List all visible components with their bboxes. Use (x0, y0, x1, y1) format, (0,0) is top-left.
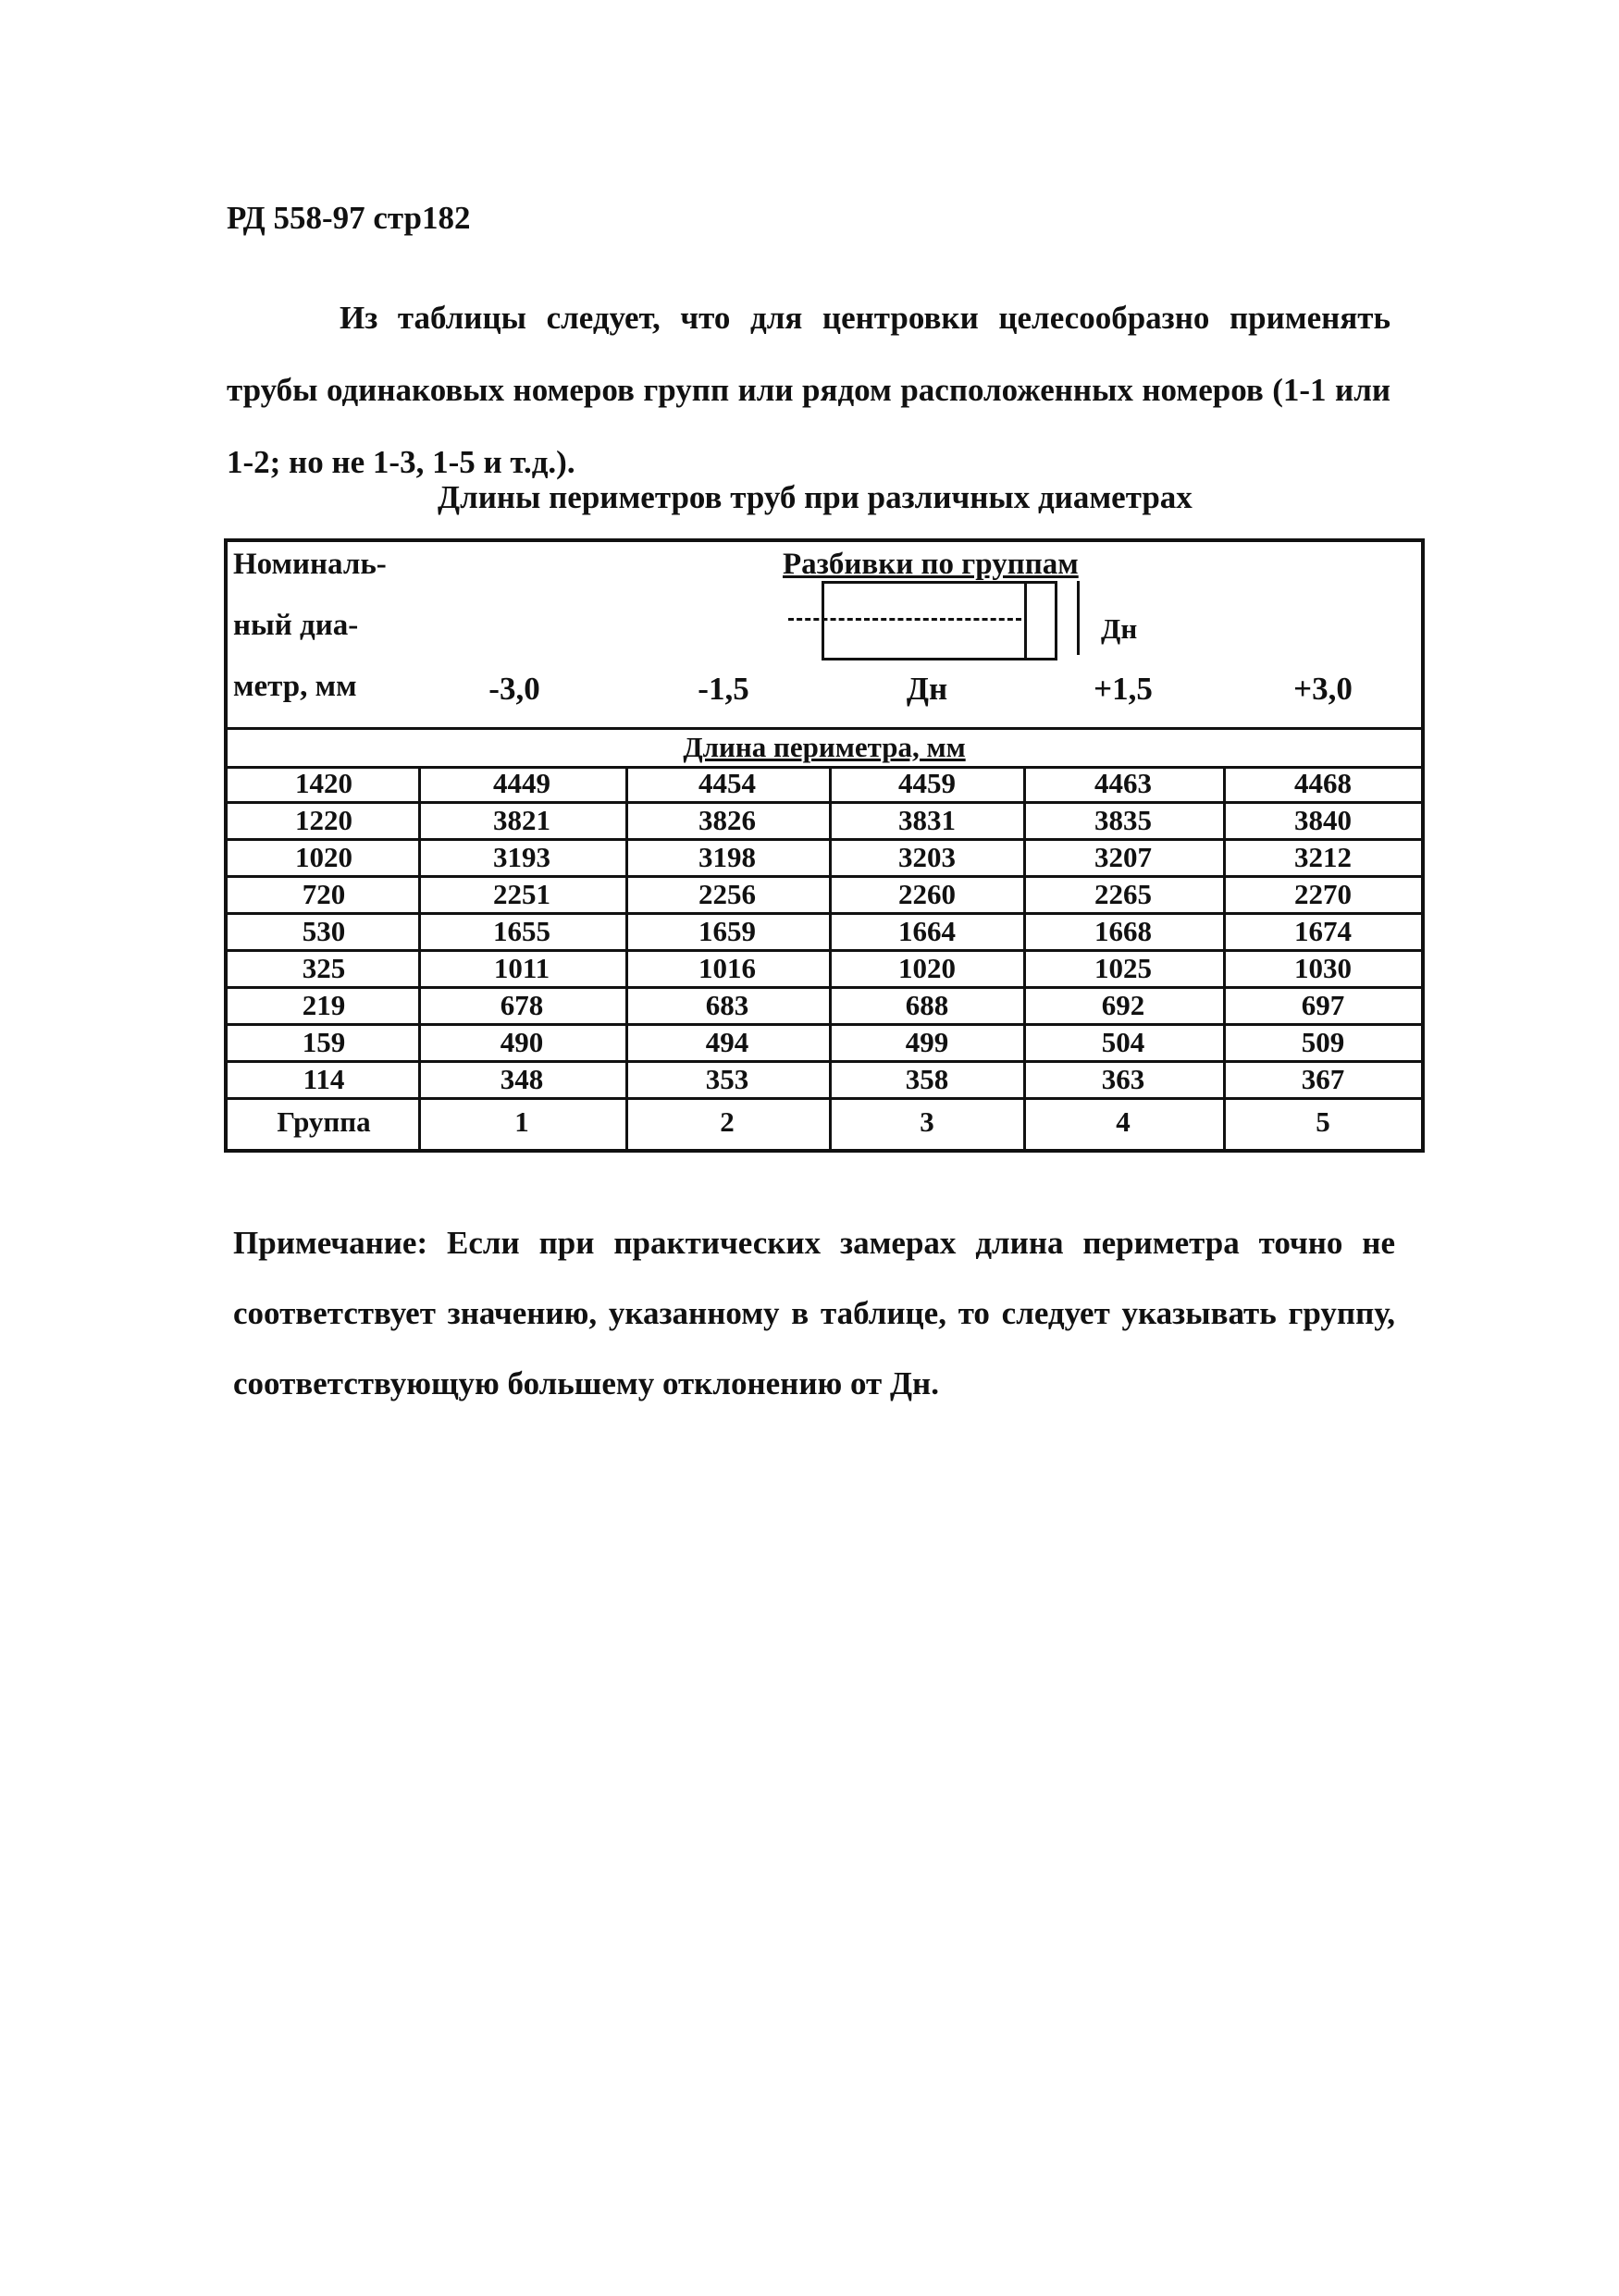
table-cell: 1220 (295, 804, 352, 836)
table-cell: 114 (303, 1063, 345, 1095)
table-cell: 1030 (1294, 952, 1352, 984)
page-header: РД 558-97 стр182 (227, 200, 471, 236)
deviation-header-5: +3,0 (1293, 671, 1353, 707)
table-cell: 363 (1101, 1063, 1145, 1095)
col0-header-line-3: метр, мм (233, 670, 357, 703)
group-number: 5 (1316, 1105, 1330, 1138)
table-cell: 1020 (898, 952, 956, 984)
table-cell: 2260 (898, 878, 956, 910)
table-cell: 348 (500, 1063, 544, 1095)
table-cell: 490 (500, 1026, 544, 1058)
grid-vline-1 (418, 766, 421, 1153)
table-cell: 219 (302, 989, 346, 1021)
col0-header-line-2: ный диа- (233, 609, 359, 642)
table-cell: 1420 (295, 767, 352, 799)
header-divider (228, 727, 1421, 730)
table-cell: 509 (1301, 1026, 1345, 1058)
row-line-9 (228, 1097, 1421, 1100)
table-cell: 504 (1101, 1026, 1145, 1058)
col0-header-line-1: Номиналь- (233, 548, 387, 581)
table-cell: 4468 (1294, 767, 1352, 799)
table-cell: 1011 (493, 952, 550, 984)
table-cell: 3831 (898, 804, 956, 836)
group-number: 2 (720, 1105, 735, 1138)
table-cell: 3207 (1094, 841, 1152, 873)
table-cell: 494 (705, 1026, 749, 1058)
table-cell: 683 (705, 989, 749, 1021)
group-number: 3 (920, 1105, 934, 1138)
table-cell: 499 (905, 1026, 949, 1058)
table-cell: 3193 (493, 841, 550, 873)
table-cell: 2270 (1294, 878, 1352, 910)
schema-label: Дн (1101, 612, 1138, 645)
perimeter-table (224, 538, 1425, 1153)
table-cell: 530 (302, 915, 346, 947)
schema-marker-line (1077, 581, 1080, 655)
table-cell: 3203 (898, 841, 956, 873)
table-cell: 3821 (493, 804, 550, 836)
table-cell: 688 (905, 989, 949, 1021)
table-cell: 4449 (493, 767, 550, 799)
intro-paragraph: Из таблицы следует, что для центровки целесообразно применять трубы одинаковых номеров групп или рядом расположенных номеров (1-1 или 1-2; но не 1-3, 1-5 и т.д.). (227, 300, 1390, 480)
deviation-header-2: -1,5 (698, 671, 749, 707)
group-header: Разбивки по группам (783, 548, 1079, 581)
table-cell: 720 (302, 878, 346, 910)
table-cell: 4454 (698, 767, 756, 799)
deviation-header-1: -3,0 (488, 671, 540, 707)
grid-vline-3 (829, 766, 832, 1153)
table-cell: 2256 (698, 878, 756, 910)
grid-vline-4 (1023, 766, 1026, 1153)
table-cell: 692 (1101, 989, 1145, 1021)
schema-small-box (1021, 581, 1057, 660)
table-cell: 1664 (898, 915, 956, 947)
table-cell: 678 (500, 989, 544, 1021)
table-cell: 3212 (1294, 841, 1352, 873)
table-cell: 325 (302, 952, 346, 984)
schema-dashed-line (788, 618, 1021, 621)
table-cell: 1659 (698, 915, 756, 947)
table-cell: 1016 (698, 952, 756, 984)
table-cell: 3840 (1294, 804, 1352, 836)
table-cell: 2265 (1094, 878, 1152, 910)
table-cell: 697 (1301, 989, 1345, 1021)
table-cell: 3826 (698, 804, 756, 836)
table-cell: 353 (705, 1063, 749, 1095)
table-cell: 1674 (1294, 915, 1352, 947)
perimeter-subheader: Длина периметра, мм (683, 731, 966, 763)
table-cell: 4459 (898, 767, 956, 799)
table-cell: 159 (302, 1026, 346, 1058)
table-cell: 4463 (1094, 767, 1152, 799)
table-cell: 3198 (698, 841, 756, 873)
deviation-header-3: Дн (906, 671, 948, 707)
table-cell: 1668 (1094, 915, 1152, 947)
grid-vline-5 (1223, 766, 1226, 1153)
table-cell: 1020 (295, 841, 352, 873)
table-cell: 1025 (1094, 952, 1152, 984)
note-paragraph: Примечание: Если при практических замерах длина периметра точно не соответствует значению, указанному в таблице, то следует указывать группу, соответствующую большему отклонению от Дн. (233, 1225, 1395, 1401)
table-caption: Длины периметров труб при различных диаметрах (438, 479, 1193, 515)
group-number: 4 (1116, 1105, 1131, 1138)
deviation-header-4: +1,5 (1094, 671, 1153, 707)
table-cell: 2251 (493, 878, 550, 910)
table-cell: 367 (1301, 1063, 1345, 1095)
table-cell: 1655 (493, 915, 550, 947)
schema-box (822, 581, 1027, 660)
grid-vline-2 (625, 766, 628, 1153)
table-cell: 358 (905, 1063, 949, 1095)
group-number: 1 (514, 1105, 529, 1138)
group-row-label: Группа (277, 1105, 371, 1138)
table-cell: 3835 (1094, 804, 1152, 836)
